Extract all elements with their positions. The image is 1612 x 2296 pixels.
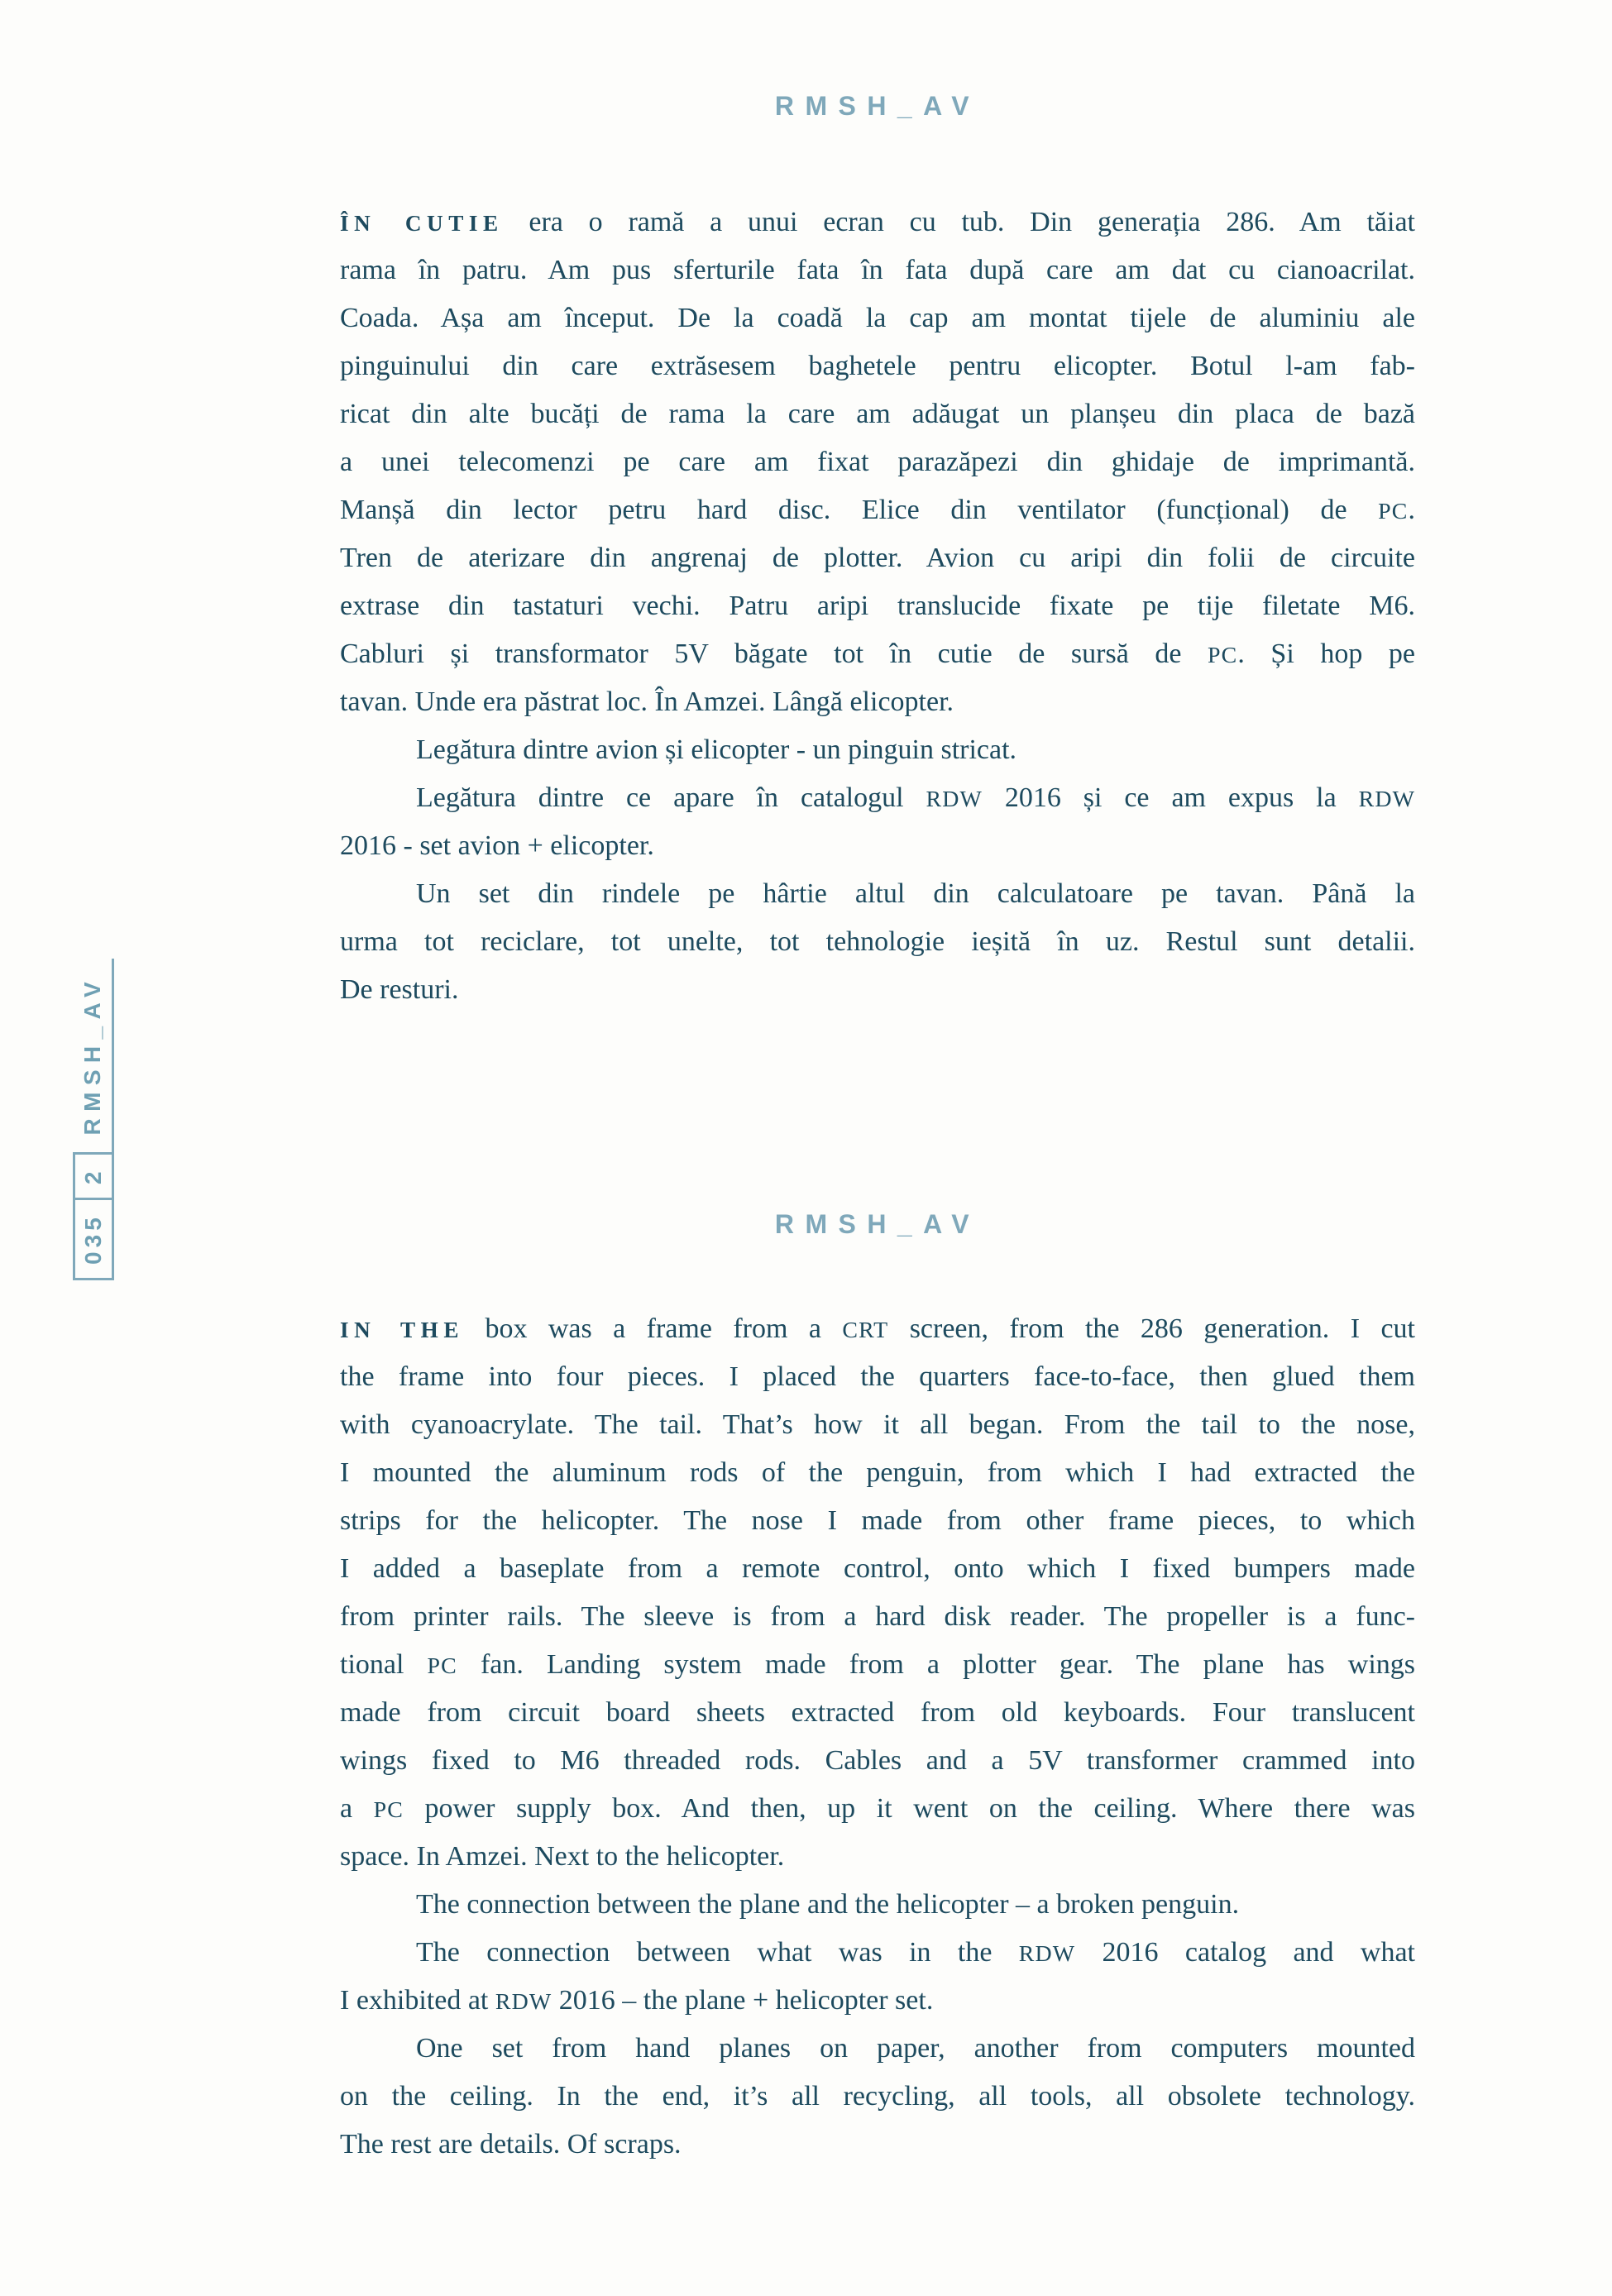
text-line: from printer rails. The sleeve is from a hard disk reader. The propeller is a func- — [340, 1601, 1415, 1632]
romanian-text — [340, 199, 1415, 1014]
page-number-box — [73, 1198, 114, 1280]
small-caps-token: RDW — [1018, 1941, 1076, 1967]
text-line: on the ceiling. In the end, it’s all recycling, all tools, all obsolete technology. — [340, 2081, 1415, 2112]
text-line: 2016 - set avion + elicopter. — [340, 830, 654, 861]
text-line: The rest are details. Of scraps. — [340, 2129, 682, 2160]
vertical-sidebar — [73, 959, 114, 1280]
sidebar-title — [73, 959, 114, 1152]
text-line: pinguinului din care extrăsesem baghetele pentru elicopter. Botul l-am fab- — [340, 351, 1415, 381]
english-text — [340, 1305, 1415, 2169]
lead-caps: ÎN CUTIE — [340, 211, 504, 236]
text-line: the frame into four pieces. I placed the quarters face-to-face, then glued them — [340, 1361, 1415, 1392]
text-line: De resturi. — [340, 974, 459, 1005]
text-line: a unei telecomenzi pe care am fixat parazăpezi din ghidaje de imprimantă. — [340, 447, 1415, 477]
text-line: rama în patru. Am pus sferturile fata în fata după care am dat cu cianoacrilat. — [340, 255, 1415, 285]
text-line: wings fixed to M6 threaded rods. Cables and a 5V transformer crammed into — [340, 1745, 1415, 1776]
text-line: ricat din alte bucăți de rama la care am adăugat un planșeu din placa de bază — [340, 399, 1415, 429]
sidebar-title-label: RMSH_AV — [79, 974, 105, 1136]
small-caps-token: CRT — [842, 1318, 889, 1343]
text-line: IN THE box was a frame from a CRT screen, from the 286 generation. I cut — [340, 1313, 1415, 1344]
text-line: made from circuit board sheets extracted from old keyboards. Four translucent — [340, 1697, 1415, 1728]
text-line: I added a baseplate from a remote control, onto which I fixed bumpers made — [340, 1553, 1415, 1584]
text-line: The connection between the plane and the helicopter – a broken penguin. — [416, 1889, 1240, 1920]
lead-caps: IN THE — [340, 1318, 465, 1342]
text-line: Un set din rindele pe hârtie altul din calculatoare pe tavan. Până la — [416, 878, 1415, 909]
text-line: tional PC fan. Landing system made from a plotter gear. The plane has wings — [340, 1649, 1415, 1680]
text-line: tavan. Unde era păstrat loc. În Amzei. Lângă elicopter. — [340, 686, 954, 717]
small-caps-token: PC — [1208, 643, 1238, 668]
text-line: I mounted the aluminum rods of the penguin, from which I had extracted the — [340, 1457, 1415, 1488]
small-caps-token: RDW — [495, 1989, 552, 2015]
issue-number-box — [73, 1152, 114, 1201]
small-caps-token: PC — [427, 1653, 457, 1679]
text-line: Cabluri și transformator 5V băgate tot în cutie de sursă de PC. Și hop pe — [340, 639, 1415, 669]
text-line: Tren de aterizare din angrenaj de plotter. Avion cu aripi din folii de circuite — [340, 543, 1415, 573]
text-line: Manșă din lector petru hard disc. Elice din ventilator (funcțional) de PC. — [340, 495, 1415, 525]
issue-number: 2 — [80, 1167, 106, 1185]
text-line: extrase din tastaturi vechi. Patru aripi translucide fixate pe tije filetate M6. — [340, 591, 1415, 621]
text-line: One set from hand planes on paper, another from computers mounted — [416, 2033, 1415, 2064]
text-line: urma tot reciclare, tot unelte, tot tehnologie ieșită în uz. Restul sunt detalii. — [340, 926, 1415, 957]
text-line: The connection between what was in the RDW 2016 catalog and what — [416, 1937, 1415, 1968]
small-caps-token: RDW — [1358, 787, 1415, 812]
small-caps-token: PC — [373, 1797, 404, 1823]
text-line: with cyanoacrylate. The tail. That’s how it all began. From the tail to the nose, — [340, 1409, 1415, 1440]
text-line: a PC power supply box. And then, up it went on the ceiling. Where there was — [340, 1793, 1415, 1824]
text-line: Coada. Așa am început. De la coadă la cap am montat tijele de aluminiu ale — [340, 303, 1415, 333]
small-caps-token: PC — [1378, 499, 1409, 524]
text-line: Legătura dintre avion și elicopter - un pinguin stricat. — [416, 734, 1017, 765]
text-line: Legătura dintre ce apare în catalogul RDW 2016 și ce am expus la RDW — [416, 782, 1415, 813]
page-number: 035 — [80, 1213, 106, 1265]
text-line: space. In Amzei. Next to the helicopter. — [340, 1841, 785, 1872]
text-line: ÎN CUTIE era o ramă a unui ecran cu tub. Din generația 286. Am tăiat — [340, 207, 1415, 237]
text-line: I exhibited at RDW 2016 – the plane + helicopter set. — [340, 1985, 934, 2016]
running-header-top: RMSH_AV — [774, 91, 981, 121]
small-caps-token: RDW — [926, 787, 983, 812]
running-header-middle: RMSH_AV — [774, 1209, 981, 1239]
text-line: strips for the helicopter. The nose I made from other frame pieces, to which — [340, 1505, 1415, 1536]
